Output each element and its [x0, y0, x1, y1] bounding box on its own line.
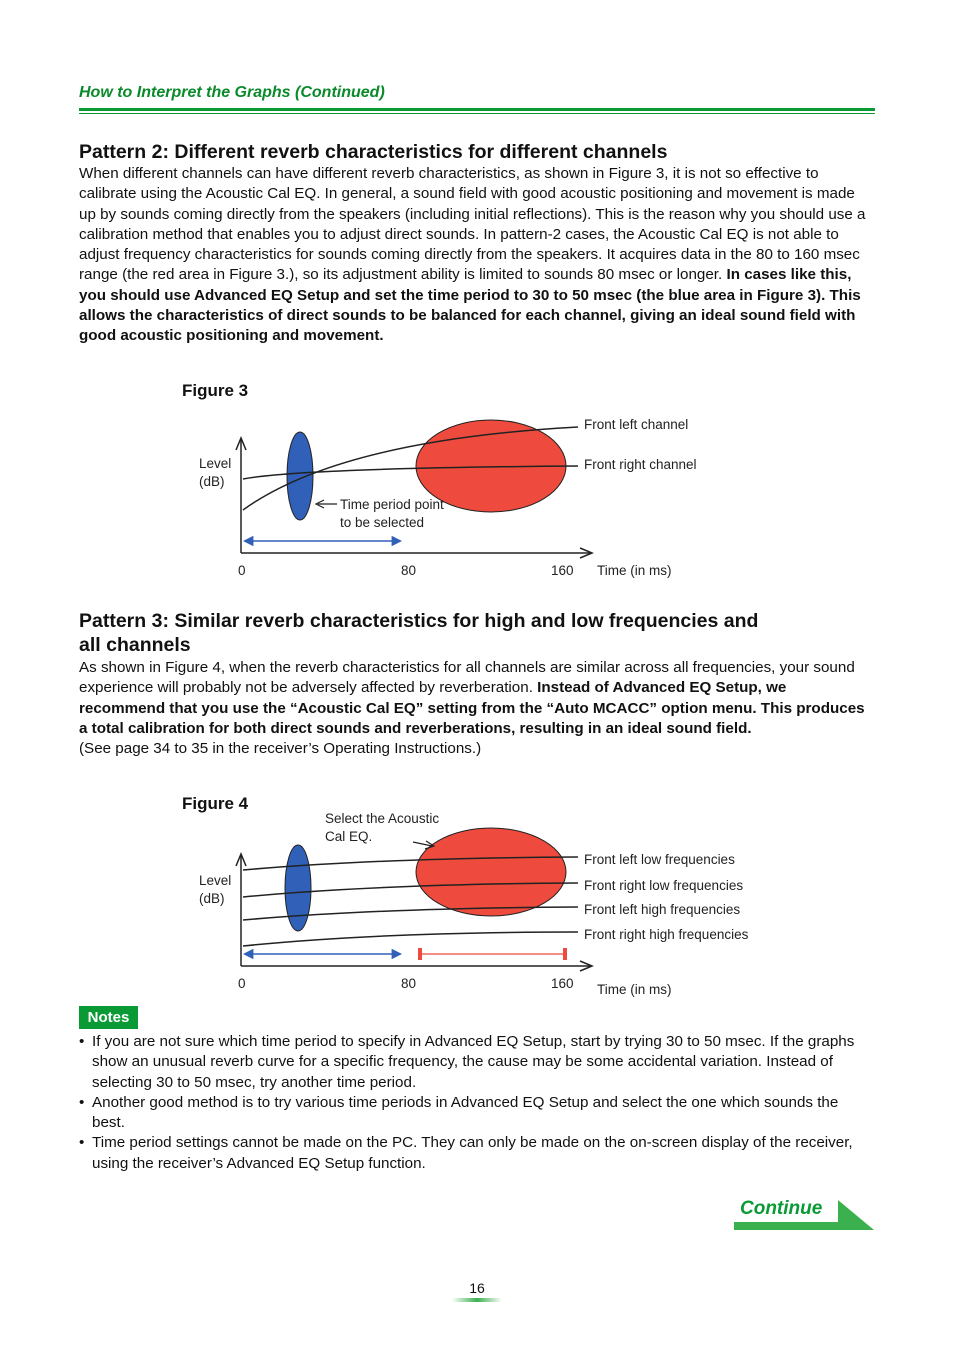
continue-button[interactable]: [734, 1198, 874, 1232]
figure3-label: Figure 3: [182, 381, 249, 400]
fig3-blue-area: [287, 432, 313, 520]
fig3-series-front-right: Front right channel: [584, 457, 697, 472]
fig3-y-label-2: (dB): [199, 474, 225, 489]
notes-list: [79, 1032, 875, 1174]
fig4-tick-80: 80: [401, 976, 417, 991]
pattern2-title: Pattern 2: Different reverb characteristics for different channels: [79, 141, 668, 163]
fig4-tick-160: 160: [551, 976, 574, 991]
fig4-red-area: [416, 828, 566, 916]
fig3-annotation-1: Time period point: [340, 497, 444, 512]
pattern2-body-bold: In cases like this, you should use Advanced EQ Setup and set the time period to 30 to 50 msec (the blue area in Figure 3). This allows the characteristics of direct sounds to be balanced for each channel, giving an ideal sound field with good acoustic positioning and movement.: [79, 266, 861, 345]
fig3-series-front-left: Front left channel: [584, 417, 689, 432]
fig4-series-front-right-high: Front right high frequencies: [584, 927, 749, 942]
fig4-series-front-left-low: Front left low frequencies: [584, 852, 735, 867]
notes-item: • Time period settings cannot be made on the PC. They can only be made on the on-screen display of the receiver, using the receiver’s Advanced EQ Setup function.: [79, 1133, 875, 1174]
pattern3-body-note: (See page 34 to 35 in the receiver’s Operating Instructions.): [79, 740, 482, 758]
fig4-y-label-2: (dB): [199, 891, 225, 906]
pattern3-title-line2: all channels: [79, 634, 191, 656]
figure4-label: Figure 4: [182, 794, 249, 813]
fig4-tick-0: 0: [238, 976, 246, 991]
pattern3-title-line1: Pattern 3: Similar reverb characteristics for high and low frequencies and: [79, 610, 759, 632]
pattern3-body-normal: As shown in Figure 4, when the reverb characteristics for all channels are similar across all frequencies, your sound experience will probably not be adversely affected by reverberation.: [79, 659, 855, 697]
fig4-y-label-1: Level: [199, 873, 232, 888]
fig4-series-front-left-high: Front left high frequencies: [584, 902, 741, 917]
fig3-x-label: Time (in ms): [597, 563, 672, 578]
fig4-blue-area: [285, 845, 311, 931]
pattern3-body-bold: Instead of Advanced EQ Setup, we recommend that you use the “Acoustic Cal EQ” setting from the “Auto MCACC” option menu. This produces a total calibration for both direct sounds and reverberations, resulting in an ideal sound field.: [79, 679, 865, 737]
continue-label: Continue: [740, 1198, 823, 1219]
pattern3-body: [79, 658, 875, 759]
fig3-y-label-1: Level: [199, 456, 232, 471]
fig4-curve-front-right-high: [243, 932, 578, 946]
fig4-annotation-1: Select the Acoustic: [325, 811, 440, 826]
fig4-annotation-2: Cal EQ.: [325, 829, 373, 844]
notes-item: • Another good method is to try various time periods in Advanced EQ Setup and select the one which sounds the best.: [79, 1093, 875, 1134]
notes-badge: Notes: [79, 1006, 138, 1029]
page-number: 16: [469, 1280, 485, 1296]
fig3-tick-160: 160: [551, 563, 574, 578]
notes-item: • If you are not sure which time period to specify in Advanced EQ Setup, start by trying 30 to 50 msec. If the graphs show an unusual reverb curve for a specific frequency, the cause may be some accidental variation. Instead of selecting 30 to 50 msec, try another time period.: [79, 1032, 875, 1093]
section-header: How to Interpret the Graphs (Continued): [79, 84, 385, 101]
fig3-annotation-2: to be selected: [340, 515, 425, 530]
fig4-red-span-end: [563, 948, 567, 960]
fig4-series-front-right-low: Front right low frequencies: [584, 878, 744, 893]
pattern2-body-normal: When different channels can have different reverb characteristics, as shown in Figure 3, it is not so effective to calibrate using the Acoustic Cal EQ. In general, a sound field with good acoustic positioning and movement is made up by sounds coming directly from the speakers (including initial reflections). This is the reason why you should use a calibration method that enables you to adjust direct sounds. In pattern-2 cases, the Acoustic Cal EQ is not able to adjust frequency characteristics for sounds coming directly from the speakers. It acquires data in the 80 to 160 msec range (the red area in Figure 3.), so its adjustment ability is limited to sounds 80 msec or longer.: [79, 165, 866, 284]
fig4-x-label: Time (in ms): [597, 982, 672, 997]
fig4-red-span-start: [418, 948, 422, 960]
page-number-bar: [452, 1298, 502, 1302]
fig3-tick-80: 80: [401, 563, 417, 578]
fig3-tick-0: 0: [238, 563, 246, 578]
